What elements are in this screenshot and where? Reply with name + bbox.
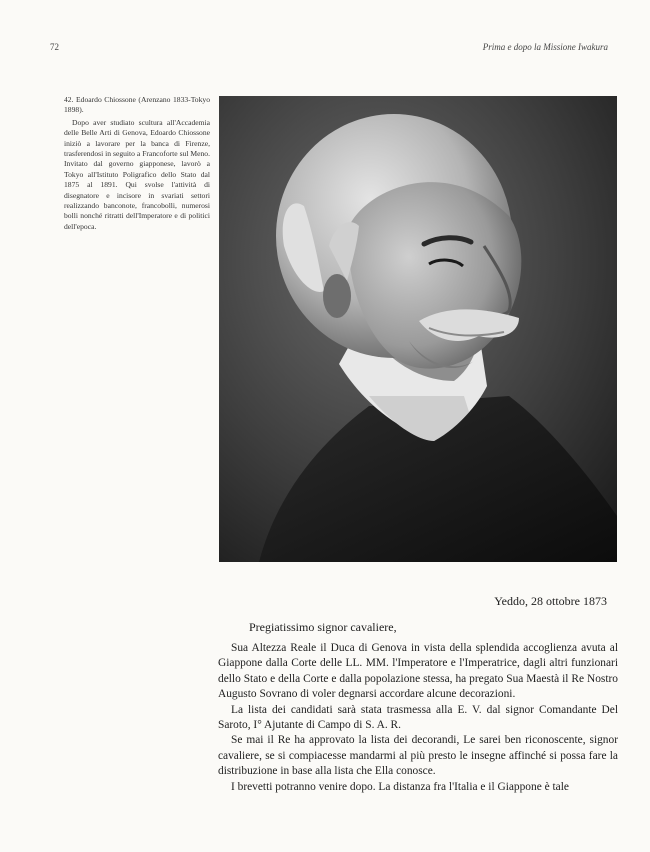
letter-salutation: Pregiatissimo signor cavaliere, [249,620,397,634]
letter-paragraph: I brevetti potranno venire dopo. La distanza fra l'Italia e il Giappone è tale [231,780,569,793]
letter-paragraph: La lista dei candidati sarà stata trasmessa alla E. V. dal signor Comandante Del Saroto, I° Ajutante di Campo di S. A. R. [218,703,618,732]
letter-paragraph: Sua Altezza Reale il Duca di Genova in vista della splendida accoglienza avuta al Giappone dalla Corte delle LL. MM. l'Imperatore e l'Imperatrice, dagli altri funzionari dello Stato e della Corte e dalla popolazione stessa, ha pregato Sua Maestà il Re Nostro Augusto Sovrano di voler degnarsi accordare alcune decorazioni. [218,642,618,701]
page-number: 72 [50,42,59,52]
letter-body [218,637,618,795]
caption-body: Dopo aver studiato scultura all'Accademia delle Belle Arti di Genova, Edoardo Chiossone iniziò a lavorare per la banca di Firenze, trasferendosi in seguito a Francoforte sul Meno. Invitato dal governo giapponese, lavorò a Tokyo all'Istituto Poligrafico dello Stato dal 1875 al 1891. Qui svolse l'attività di disegnatore e incisore in svariati settori realizzando banconote, francobolli, numerosi bolli nonché ritratti dell'Imperatore e di politici dell'epoca. [64,117,210,231]
figure-caption [64,95,210,232]
portrait-photo [219,96,617,562]
caption-title: 42. Edoardo Chiossone (Arenzano 1833-Tokyo 1898). [64,95,210,115]
letter-paragraph: Se mai il Re ha approvato la lista dei decorandi, Le sarei ben riconoscente, signor cavaliere, se si compiacesse mandarmi al più presto le insegne affinché si possa fare la distribuzione in base alla lista che Ella conosce. [218,734,618,778]
portrait-image [219,96,617,562]
running-title: Prima e dopo la Missione Iwakura [482,42,608,52]
letter-dateline: Yeddo, 28 ottobre 1873 [494,594,607,608]
